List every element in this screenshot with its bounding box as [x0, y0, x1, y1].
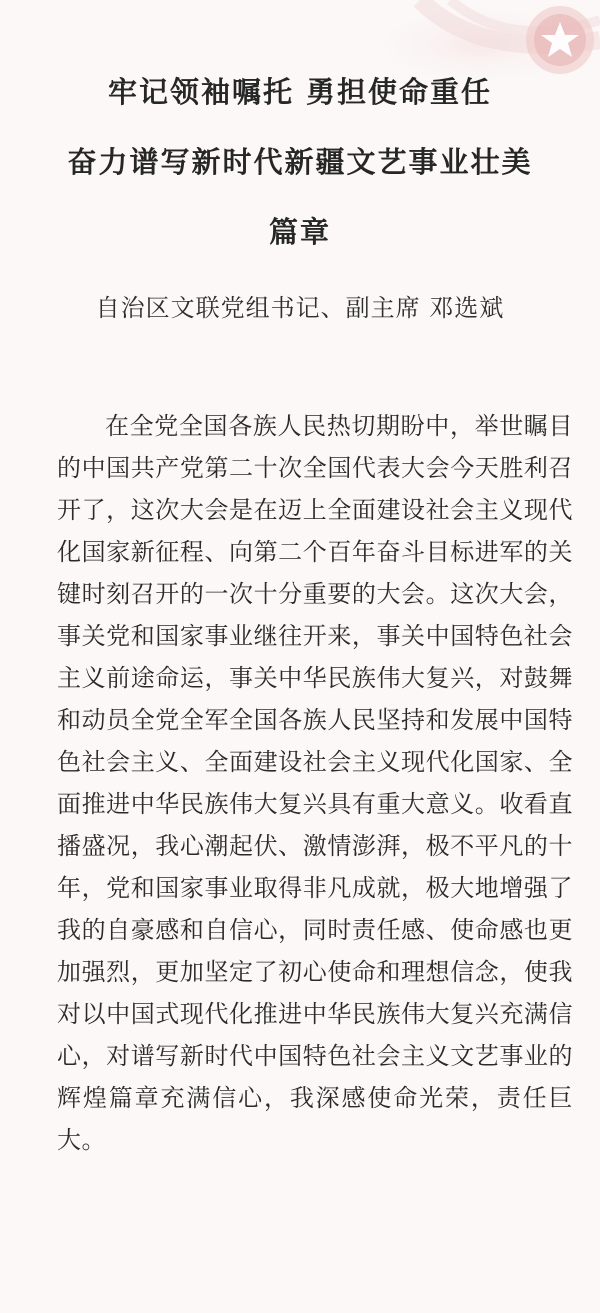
article-author: 自治区文联党组书记、副主席 邓选斌	[95, 294, 505, 322]
article-title-line-1: 牢记领袖嘱托 勇担使命重任	[107, 75, 493, 109]
article-title-line-3: 篇章	[268, 215, 331, 249]
article-title-line-2: 奋力谱写新时代新疆文艺事业壮美	[67, 145, 533, 179]
article-paragraph: 在全党全国各族人民热切期盼中，举世瞩目的中国共产党第二十次全国代表大会今天胜利召开了，这次大会是在迈上全面建设社会主义现代化国家新征程、向第二个百年奋斗目标进军的关键时刻召开的一次十分重要的大会。这次大会，事关党和国家事业继往开来，事关中国特色社会主义前途命运，事关中华民族伟大复兴，对鼓舞和动员全党全军全国各族人民坚持和发展中国特色社会主义、全面建设社会主义现代化国家、全面推进中华民族伟大复兴具有重大意义。收看直播盛况，我心潮起伏、激情澎湃，极不平凡的十年，党和国家事业取得非凡成就，极大地增强了我的自豪感和自信心，同时责任感、使命感也更加强烈，更加坚定了初心使命和理想信念，使我对以中国式现代化推进中华民族伟大复兴充满信心，对谱写新时代中国特色社会主义文艺事业的辉煌篇章充满信心，我深感使命光荣，责任巨大。	[57, 412, 573, 1154]
